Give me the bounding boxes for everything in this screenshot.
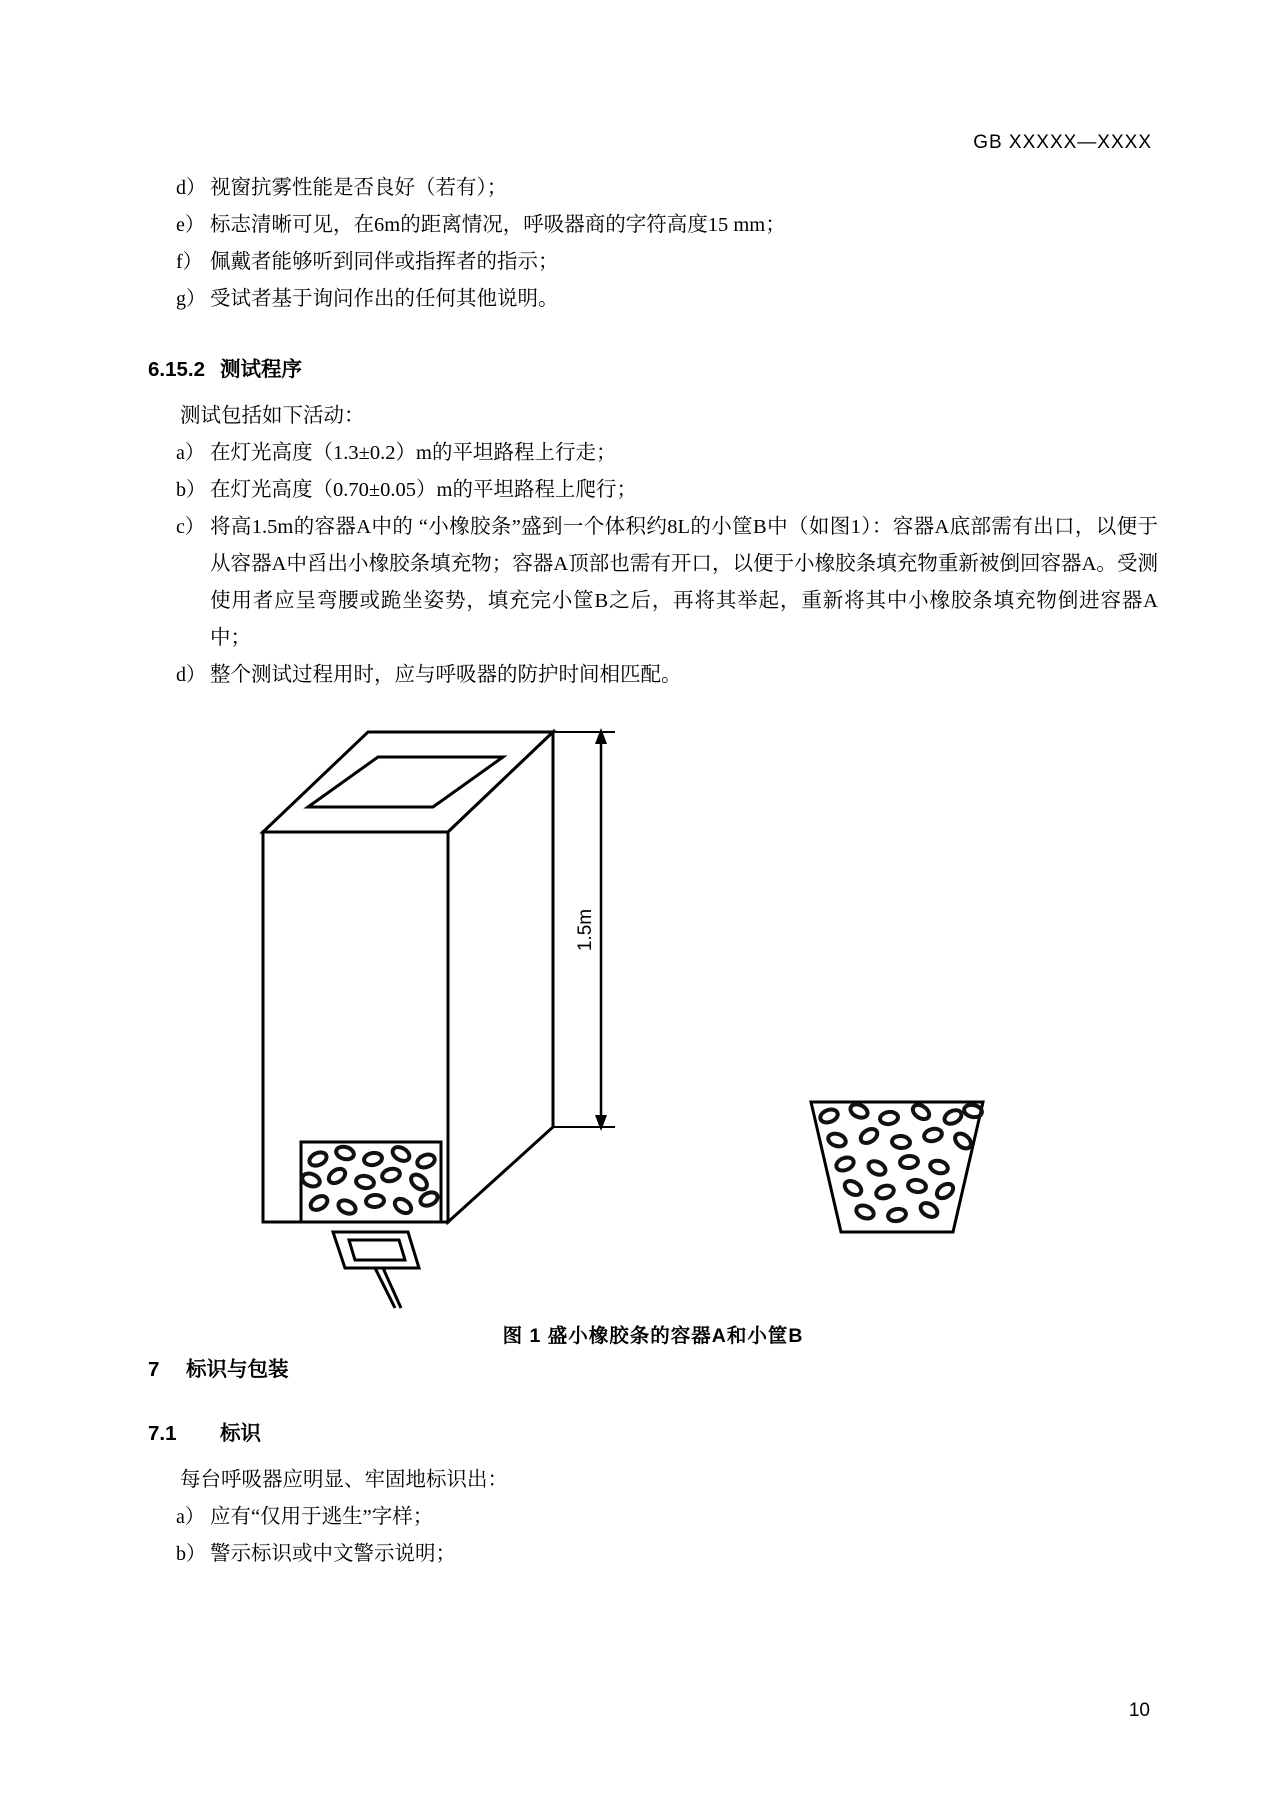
- section-title: 测试程序: [220, 358, 302, 381]
- figure-caption: 图 1 盛小橡胶条的容器A和小筐B: [502, 1325, 804, 1347]
- list-marking: [148, 1499, 1158, 1573]
- figure-illustration: [223, 712, 1083, 1312]
- list-marker: a）: [176, 1506, 205, 1528]
- list-text: 在灯光高度（1.3±0.2）m的平坦路程上行走；: [210, 442, 617, 464]
- list-marker: c）: [176, 516, 205, 538]
- section-title: 标识: [220, 1422, 261, 1445]
- list-marker: a）: [176, 442, 205, 464]
- list-marker: e）: [176, 214, 205, 236]
- section-title: 标识与包装: [186, 1358, 289, 1381]
- list-text: 佩戴者能够听到同伴或指挥者的指示；: [210, 251, 559, 273]
- list-item: [148, 435, 1158, 472]
- list-text: 应有“仅用于逃生”字样；: [210, 1506, 434, 1528]
- section-number: 6.15.2: [148, 358, 205, 381]
- list-marker: b）: [176, 479, 206, 501]
- figure-container: [148, 712, 1158, 1347]
- section-number: 7.1: [148, 1422, 177, 1445]
- list-marker: d）: [176, 664, 206, 686]
- list-item: [148, 1499, 1158, 1536]
- section-heading-6-15-2: [148, 352, 1158, 382]
- list-item: [148, 207, 1158, 244]
- list-item: [148, 170, 1158, 207]
- section-intro: 测试包括如下活动：: [180, 405, 365, 427]
- list-item: [148, 657, 1158, 694]
- list-text: 警示标识或中文警示说明；: [210, 1543, 456, 1565]
- figure-height-label: 1.5m: [575, 908, 596, 952]
- list-text: 在灯光高度（0.70±0.05）m的平坦路程上爬行；: [210, 479, 637, 501]
- page-header: GB XXXXX—XXXX: [973, 132, 1152, 153]
- list-marker: g）: [176, 288, 206, 310]
- page-number: 10: [1128, 1700, 1150, 1721]
- list-marker: f）: [176, 251, 203, 273]
- list-text: 标志清晰可见，在6m的距离情况，呼吸器商的字符高度15 mm；: [210, 214, 786, 236]
- list-marker: b）: [176, 1543, 206, 1565]
- list-item: [148, 244, 1158, 281]
- list-text: 受试者基于询问作出的任何其他说明。: [210, 288, 559, 310]
- section-heading-7-1: [148, 1416, 1158, 1446]
- section-intro: 每台呼吸器应明显、牢固地标识出：: [180, 1469, 508, 1491]
- list-text: 视窗抗雾性能是否良好（若有）；: [210, 177, 508, 199]
- list-text: 整个测试过程用时，应与呼吸器的防护时间相匹配。: [210, 664, 682, 686]
- list-item: [148, 509, 1158, 657]
- list-text: 将高1.5m的容器A中的 “小橡胶条”盛到一个体积约8L的小筐B中（如图1）：容器A底部需有出口，以便于从容器A中舀出小橡胶条填充物；容器A顶部也需有开口，以便于小橡胶条填充物重新被倒回容器A。受测使用者应呈弯腰或跪坐姿势，填充完小筐B之后，再将其举起，重新将其中小橡胶条填充物倒进容器A中；: [210, 516, 1158, 649]
- section-heading-7: [148, 1352, 1158, 1382]
- list-item: [148, 472, 1158, 509]
- page-content: [148, 170, 1158, 1573]
- list-marker: d）: [176, 177, 206, 199]
- list-top: [148, 170, 1158, 318]
- list-procedure: [148, 435, 1158, 694]
- section-number: 7: [148, 1358, 160, 1381]
- list-item: [148, 1536, 1158, 1573]
- list-item: [148, 281, 1158, 318]
